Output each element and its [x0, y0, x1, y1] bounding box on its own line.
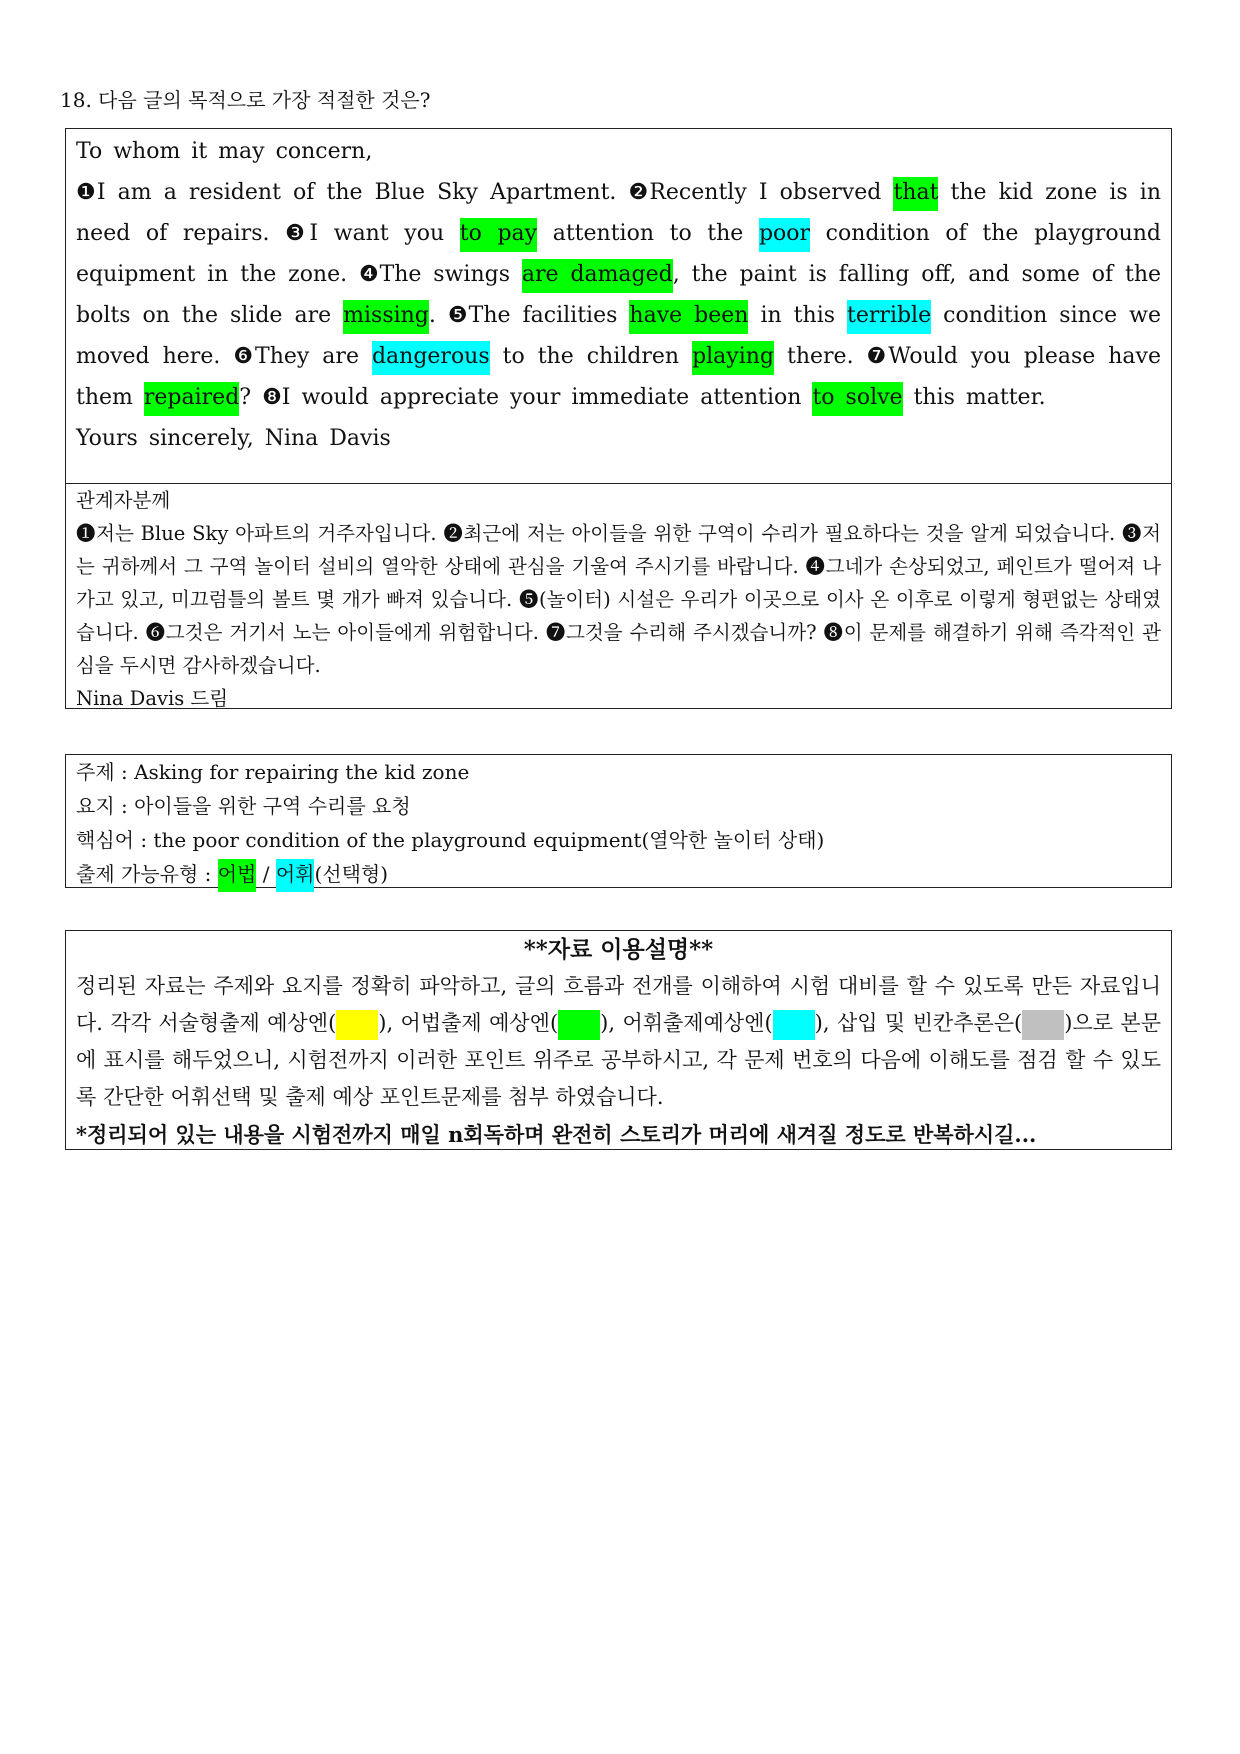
letter-text: to the children: [489, 344, 693, 369]
highlighted-phrase: dangerous: [372, 341, 490, 375]
highlighted-phrase: playing: [692, 341, 774, 375]
guide-text-1: 정리된 자료는 주제와 요지를 정확히 파악하고, 글의 흐름과 전개를 이해하여 시험 대비를 할 수 있도록 만든 자료입니다. 각각 서술형출제 예상엔(: [76, 974, 1161, 1035]
passage-box: [65, 128, 1172, 709]
highlighted-phrase: poor: [759, 218, 810, 252]
question-types: [76, 857, 1161, 891]
letter-text: , the paint is falling off, and some of the bolts on the slide are: [76, 262, 1162, 328]
question-title: 18. 다음 글의 목적으로 가장 적절한 것은?: [60, 88, 431, 112]
keyword: 핵심어 : the poor condition of the playground equipment(열악한 놀이터 상태): [76, 828, 825, 852]
vocab-color-swatch: [773, 1010, 815, 1040]
types-label: 출제 가능유형 :: [76, 862, 218, 886]
guide-note: *정리되어 있는 내용을 시험전까지 매일 n회독하며 완전히 스토리가 머리에 새겨질 정도로 반복하시길...: [76, 1122, 1037, 1147]
letter-text: . ❺The facilities: [428, 303, 630, 328]
guide-title: **자료 이용설명**: [523, 936, 714, 963]
guide-text-5: )으로 본문에 표시를 해두었으니, 시험전까지 이러한 포인트 위주로 공부하시고, 각 문제 번호의 다음에 이해도를 점검 할 수 있도록 간단한 어휘선택 및 출제 예상 포인트문제를 첨부 하였습니다.: [76, 1011, 1162, 1109]
type-vocab: 어휘: [276, 859, 315, 892]
types-suffix: (선택형): [314, 862, 389, 886]
grammar-color-swatch: [558, 1010, 600, 1040]
korean-translation: [66, 483, 1171, 715]
letter-text: ❶I am a resident of the Blue Sky Apartment. ❷Recently I observed: [76, 180, 894, 205]
type-grammar: 어법: [218, 859, 257, 892]
insert-color-swatch: [1022, 1010, 1064, 1040]
letter-text: attention to the: [537, 221, 759, 246]
letter-text: the kid zone is in need of repairs. ❸I want you: [76, 180, 1161, 246]
translation-body: ❶저는 Blue Sky 아파트의 거주자입니다. ❷최근에 저는 아이들을 위한 구역이 수리가 필요하다는 것을 알게 되었습니다. ❸저는 귀하께서 그 구역 놀이터 설비의 열악한 상태에 관심을 기울여 주시기를 바랍니다. ❹그네가 손상되었고, 페인트가 떨어져 나가고 있고, 미끄럼틀의 볼트 몇 개가 빠져 있습니다. ❺(놀이터) 시설은 우리가 이곳으로 이사 온 이후로 이렇게 형편없는 상태였습니다. ❻그것은 거기서 노는 아이들에게 위험합니다. ❼그것을 수리해 주시겠습니까? ❽이 문제를 해결하기 위해 즉각적인 관심을 두시면 감사하겠습니다.: [76, 522, 1161, 677]
letter-text: this matter.: [902, 385, 1046, 410]
guide-text: [76, 968, 1161, 1116]
letter-closing: Yours sincerely, Nina Davis: [76, 426, 391, 451]
guide-text-2: ), 어법출제 예상엔(: [378, 1011, 559, 1035]
guide-text-3: ), 어휘출제예상엔(: [600, 1011, 773, 1035]
letter-greeting: To whom it may concern,: [76, 139, 373, 164]
summary-box: [65, 754, 1172, 888]
translation-closing: Nina Davis 드림: [76, 687, 229, 710]
highlighted-phrase: have been: [629, 300, 748, 334]
letter-text: ? ❽I would appreciate your immediate attention: [239, 385, 813, 410]
highlighted-phrase: terrible: [847, 300, 931, 334]
highlighted-phrase: that: [893, 177, 938, 211]
letter-text: there. ❼Would you please have them: [76, 344, 1161, 410]
highlighted-phrase: to pay: [460, 218, 537, 252]
gist: 요지 : 아이들을 위한 구역 수리를 요청: [76, 794, 411, 818]
highlighted-phrase: repaired: [144, 382, 239, 416]
letter-text: in this: [748, 303, 848, 328]
english-letter: [66, 129, 1171, 483]
highlighted-phrase: missing: [343, 300, 429, 334]
usage-guide-box: [65, 930, 1172, 1150]
essay-color-swatch: [336, 1010, 378, 1040]
highlighted-phrase: are damaged: [522, 259, 673, 293]
letter-body: [76, 172, 1161, 418]
translation-greeting: 관계자분께: [76, 489, 171, 512]
guide-text-4: ), 삽입 및 빈칸추론은(: [814, 1011, 1023, 1035]
letter-text: condition since we moved here. ❻They are: [76, 303, 1161, 369]
highlighted-phrase: to solve: [812, 382, 902, 416]
types-separator: /: [256, 862, 276, 886]
letter-text: condition of the playground equipment in the zone. ❹The swings: [76, 221, 1161, 287]
topic: 주제 : Asking for repairing the kid zone: [76, 760, 470, 784]
